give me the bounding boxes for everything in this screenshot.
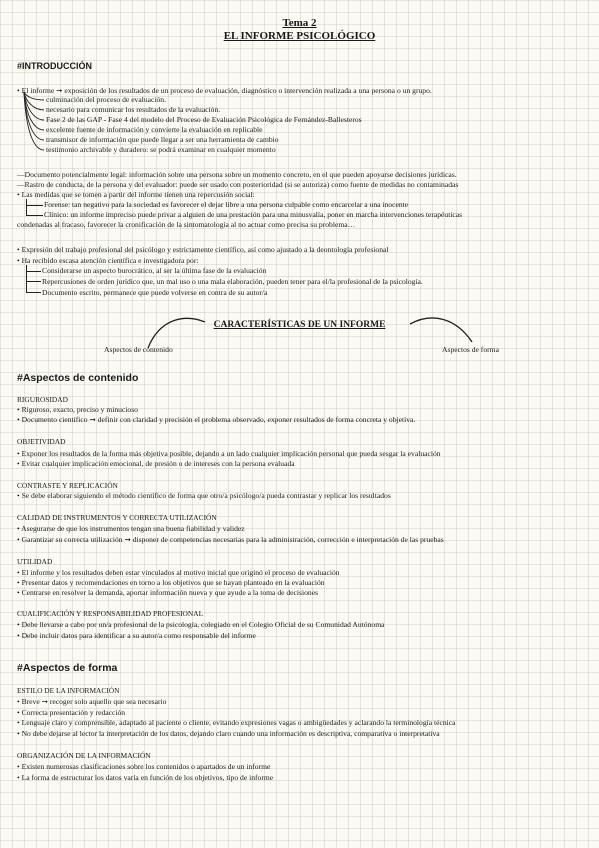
reason-connector-3 — [26, 281, 41, 293]
estilo-item-3: • Lenguaje claro y comprensible, adaptado al paciente o cliente, evitando expresiones vagas o ambigüedades y aclarando la terminología técnica — [17, 718, 456, 727]
intro-rastro-line: —Rastro de conducta, de la persona y del evaluador: puede ser usado con posterioridad (si se autoriza) como fuente de medidas no contaminadas — [17, 180, 459, 189]
calidad-item-2: • Garantizar su correcta utilización ➞ disponer de competencias necesarias para la administración, corrección e interpretación de las pruebas — [17, 535, 444, 544]
utilidad-title: UTILIDAD — [17, 557, 53, 566]
organizacion-title: ORGANIZACIÓN DE LA INFORMACIÓN — [17, 751, 151, 760]
intro-expresion-line: • Expresión del trabajo profesional del psicólogo y estrictamente científico, así como ajustado a la deontología profesional — [17, 245, 388, 254]
calidad-item-1: • Asegurarse de que los instrumentos tengan una buena fiabilidad y validez — [17, 524, 245, 533]
cualificacion-item-1: • Debe llevarse a cabo por un/a profesional de la psicología, colegiado en el Colegio Oficial de su Comunidad Autónoma — [17, 620, 384, 629]
intro-branch-6: testimonio archivable y duradero: se podrá examinar en cualquier momento — [46, 145, 276, 154]
utilidad-item-3: • Centrarse en resolver la demanda, aportar información nueva y que ayude a la toma de decisiones — [17, 588, 318, 597]
organizacion-item-2: • La forma de estructurar los datos varía en función de los objetivos, tipo de informe — [17, 773, 273, 782]
intro-lead: • El informe ➞ exposición de los resultados de un proceso de evaluación, diagnóstico o intervención realizada a una persona o un grupo. — [17, 86, 432, 95]
estilo-title: ESTILO DE LA INFORMACIÓN — [17, 686, 120, 695]
estilo-item-4: • No debe dejarse al lector la interpretación de los datos, dejando claro cuando una información es descriptiva, comparativa o interpretativa — [17, 729, 440, 738]
reason-2: Repercusiones de orden jurídico que, un mal uso o una mala elaboración, pueden tener para el/la profesional de la psicología. — [42, 277, 423, 286]
contraste-item-1: • Se debe elaborar siguiendo el método científico de forma que otro/a psicólogo/a pueda contrastar y replicar los resultados — [17, 491, 391, 500]
objetividad-title: OBJETIVIDAD — [17, 437, 66, 446]
utilidad-item-2: • Presentar datos y recomendaciones en torno a los objetivos que se hayan planteado en la evaluación — [17, 578, 325, 587]
rigurosidad-title: RIGUROSIDAD — [17, 395, 68, 404]
caracteristicas-title: CARACTERÍSTICAS DE UN INFORME — [213, 320, 386, 330]
intro-atencion-line: • Ha recibido escasa atención científica e investigadora por: — [17, 256, 198, 265]
objetividad-item-2: • Evitar cualquier implicación emocional, de presión o de intereses con la persona evaluada — [17, 459, 295, 468]
reason-3: Documento escrito, permanece que puede volverse en contra de su autor/a — [42, 288, 268, 297]
utilidad-item-1: • El informe y los resultados deben estar vinculados al motivo inicial que originó el proceso de evaluación — [17, 568, 340, 577]
cualificacion-item-2: • Debe incluir datos para identificar a su autor/a como responsable del informe — [17, 631, 256, 640]
intro-branch-5: transmisor de información que puede llegar a ser una herramienta de cambio — [46, 135, 279, 144]
cualificacion-title: CUALIFICACIÓN Y RESPONSABILIDAD PROFESIONAL — [17, 609, 204, 618]
contenido-heading: #Aspectos de contenido — [17, 372, 139, 384]
estilo-item-1: • Breve ➞ recoger solo aquello que sea necesario — [17, 697, 166, 706]
intro-branch-4: excelente fuente de información y convierte la evaluación en replicable — [46, 125, 263, 134]
organizacion-item-1: • Existen numerosas clasificaciones sobre los contenidos o apartados de un informe — [17, 762, 270, 771]
clinico-text-1: Clínico: un informe impreciso puede privar a alguien de una prestación para una minusvalía, poner en marcha intervenciones terapéuticas — [44, 210, 463, 219]
caracteristicas-arcs — [0, 308, 599, 358]
intro-branch-2: necesario para comunicar los resultados de la evaluación. — [46, 105, 221, 114]
clinico-connector — [26, 205, 43, 216]
rigurosidad-item-1: • Riguroso, exacto, preciso y minucioso — [17, 405, 138, 414]
intro-medidas-line: • Las medidas que se tomen a partir del informe tienen una repercusión social: — [17, 190, 255, 199]
tema-label: Tema 2 — [282, 17, 317, 29]
intro-branch-1: culminación del proceso de evaluación. — [46, 95, 166, 104]
caracteristicas-left: Aspectos de contenido — [104, 345, 173, 354]
reason-1: Considerarse un aspecto burocrático, al ser la última fase de la evaluación — [42, 266, 267, 275]
contraste-title: CONTRASTE Y REPLICACIÓN — [17, 481, 118, 490]
forense-text: Forense: tan negativo para la sociedad es favorecer el dejar libre a una persona culpable como encarcelar a una inocente — [44, 200, 409, 209]
objetividad-item-1: • Exponer los resultados de la forma más objetiva posible, dejando a un lado cualquier implicación personal que pueda sesgar la evaluación — [17, 449, 441, 458]
estilo-item-2: • Correcta presentación y redacción — [17, 708, 125, 717]
intro-heading: #INTRODUCCIÓN — [17, 61, 93, 71]
calidad-title: CALIDAD DE INSTRUMENTOS Y CORRECTA UTILIZACIÓN — [17, 513, 217, 522]
intro-legal-line: —Documento potencialmente legal: información sobre una persona sobre un momento concreto, en el que pueden apoyarse decisiones jurídicas. — [17, 170, 457, 179]
clinico-text-2: condenadas al fracaso, favorecer la cronificación de la sintomatología al no actuar como precisa su problema… — [17, 220, 356, 229]
rigurosidad-item-2: • Documento científico ➞ definir con claridad y precisión el problema observado, exponer resultados de forma concreta y objetiva. — [17, 415, 415, 424]
document-title: EL INFORME PSICOLÓGICO — [223, 30, 376, 42]
caracteristicas-right: Aspectos de forma — [442, 345, 499, 354]
forma-heading: #Aspectos de forma — [17, 662, 118, 674]
intro-branch-3: Fase 2 de las GAP - Fase 4 del modelo del Proceso de Evaluación Psicológica de Fernández-Ballesteros — [46, 115, 362, 124]
